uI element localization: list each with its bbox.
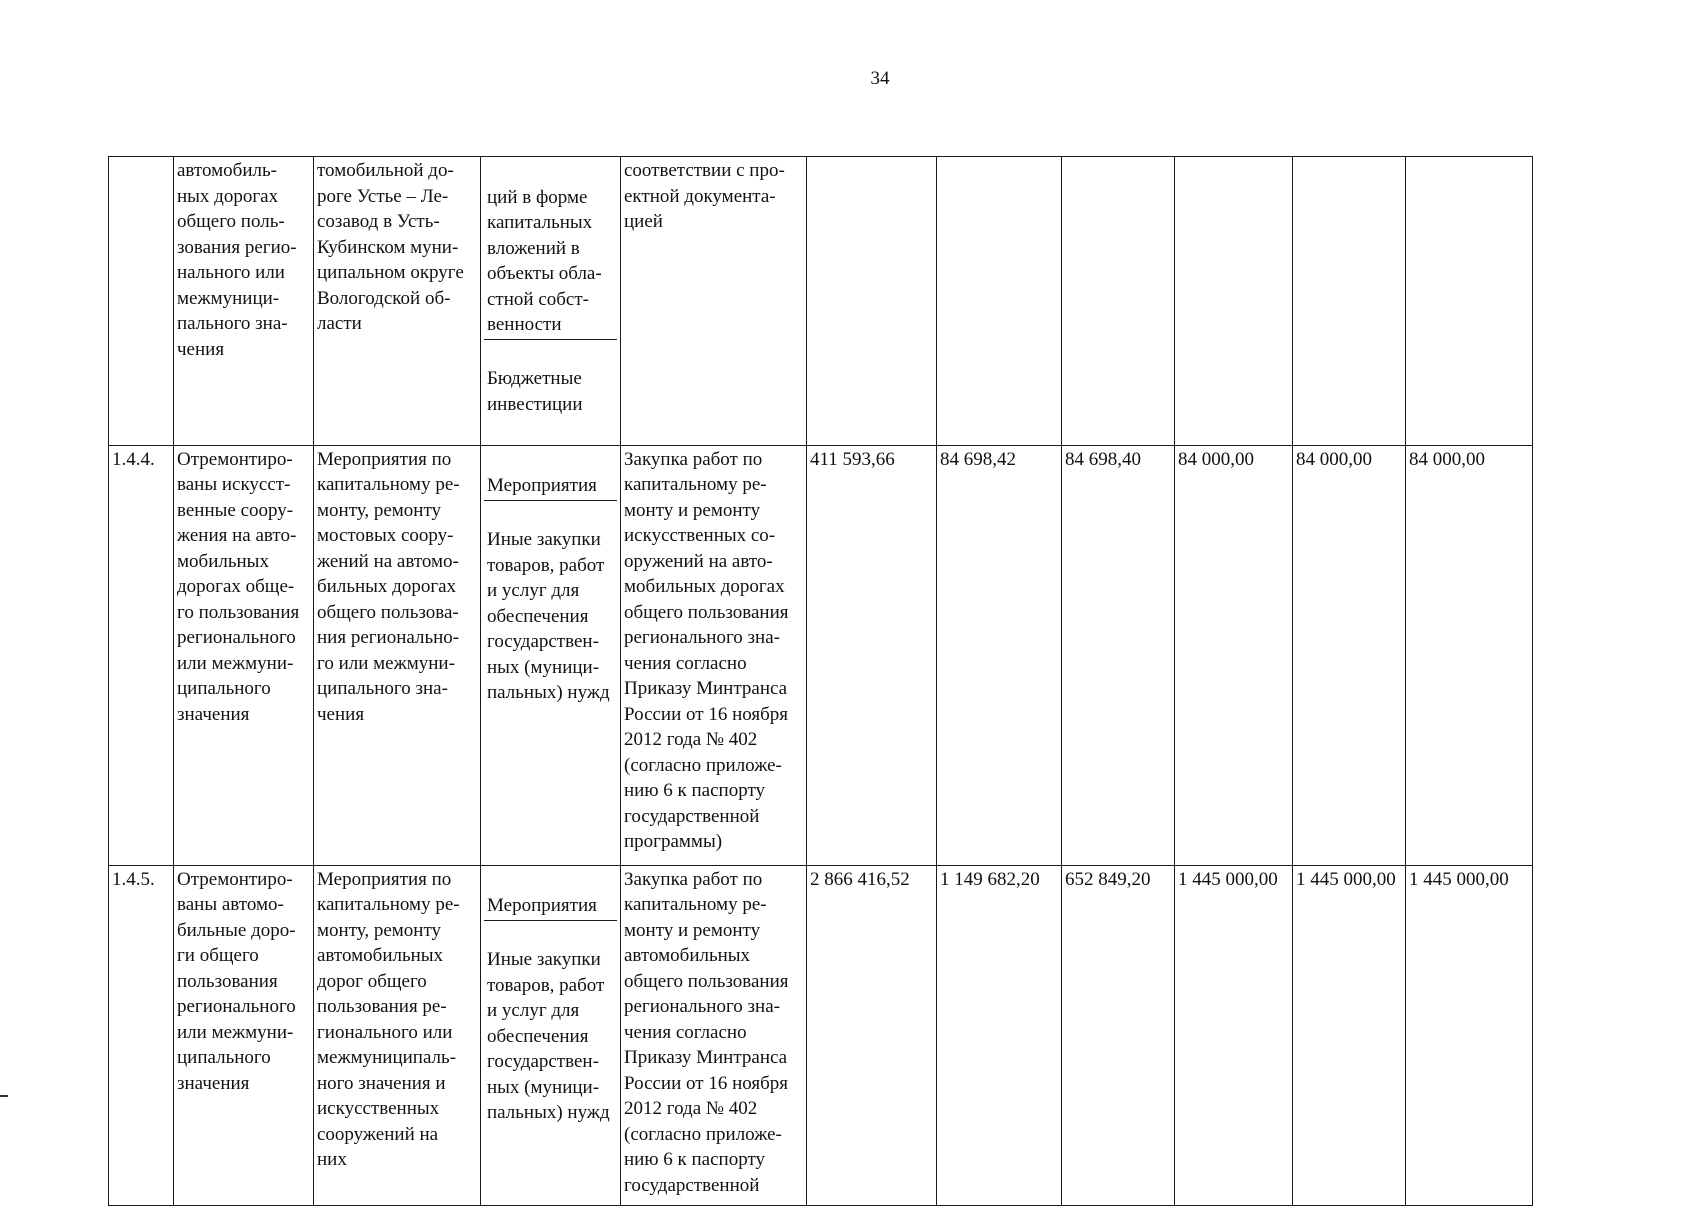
value-year-3-cell: 1 445 000,00	[1175, 865, 1293, 1205]
table-row	[109, 445, 1533, 865]
margin-mark	[0, 1095, 8, 1097]
table-row	[109, 865, 1533, 1205]
value-year-1-cell	[937, 157, 1062, 446]
value-year-4-cell: 1 445 000,00	[1293, 865, 1406, 1205]
table-row	[109, 157, 1533, 446]
program-measures-table	[108, 156, 1533, 1206]
measure-cell: Мероприятия по капитальному ре- монту, ремонту автомобильных дорог общего пользования ре- гионального или межмуниципаль- ного значения и искусственных сооружений на них	[314, 865, 481, 1205]
expense-type-cell	[481, 445, 621, 865]
description-cell: соответствии с про- ектной документа- цией	[621, 157, 807, 446]
expense-type-top: Мероприятия	[484, 892, 617, 921]
result-cell: Отремонтиро- ваны искусст- венные соору- жения на авто- мобильных дорогах обще- го пользования регионального или межмуни- ципального значения	[174, 445, 314, 865]
value-year-2-cell: 652 849,20	[1062, 865, 1175, 1205]
value-year-2-cell: 84 698,40	[1062, 445, 1175, 865]
expense-type-bottom: Иные закупки товаров, работ и услуг для обеспечения государствен- ных (муници- пальных) нужд	[487, 529, 610, 703]
expense-type-cell	[481, 157, 621, 446]
row-number-cell: 1.4.5.	[109, 865, 174, 1205]
value-year-4-cell: 84 000,00	[1293, 445, 1406, 865]
expense-type-bottom: Иные закупки товаров, работ и услуг для обеспечения государствен- ных (муници- пальных) нужд	[487, 949, 610, 1123]
value-total-cell: 2 866 416,52	[807, 865, 937, 1205]
description-cell: Закупка работ по капитальному ре- монту и ремонту автомобильных общего пользования регионального зна- чения согласно Приказу Минтранса России от 16 ноября 2012 года № 402 (согласно приложе- нию 6 к паспорту государственной	[621, 865, 807, 1205]
expense-type-top: Мероприятия	[484, 472, 617, 501]
value-year-5-cell: 84 000,00	[1406, 445, 1533, 865]
description-cell: Закупка работ по капитальному ре- монту и ремонту искусственных со- оружений на авто- мобильных дорогах общего пользования регионального зна- чения согласно Приказу Минтранса России от 16 ноября 2012 года № 402 (согласно приложе- нию 6 к паспорту государственной программы)	[621, 445, 807, 865]
value-year-4-cell	[1293, 157, 1406, 446]
measure-cell: Мероприятия по капитальному ре- монту, ремонту мостовых соору- жений на автомо- бильных дорогах общего пользова- ния регионально- го или межмуни- ципального зна- чения	[314, 445, 481, 865]
value-total-cell: 411 593,66	[807, 445, 937, 865]
expense-type-top: ций в форме капитальных вложений в объекты обла- стной собст- венности	[484, 184, 617, 340]
value-year-5-cell: 1 445 000,00	[1406, 865, 1533, 1205]
measure-cell: томобильной до- роге Устье – Ле- созавод в Усть- Кубинском муни- ципальном округе Вологодской об- ласти	[314, 157, 481, 446]
value-year-1-cell: 1 149 682,20	[937, 865, 1062, 1205]
value-year-3-cell: 84 000,00	[1175, 445, 1293, 865]
value-year-5-cell	[1406, 157, 1533, 446]
value-year-3-cell	[1175, 157, 1293, 446]
expense-type-bottom: Бюджетные инвестиции	[487, 368, 583, 415]
page-number: 34	[870, 68, 890, 89]
result-cell: автомобиль- ных дорогах общего поль- зования регио- нального или межмуници- пального зна- чения	[174, 157, 314, 446]
value-year-2-cell	[1062, 157, 1175, 446]
value-year-1-cell: 84 698,42	[937, 445, 1062, 865]
row-number-cell	[109, 157, 174, 446]
expense-type-cell	[481, 865, 621, 1205]
value-total-cell	[807, 157, 937, 446]
result-cell: Отремонтиро- ваны автомо- бильные доро- ги общего пользования регионального или межмуни- ципального значения	[174, 865, 314, 1205]
row-number-cell: 1.4.4.	[109, 445, 174, 865]
